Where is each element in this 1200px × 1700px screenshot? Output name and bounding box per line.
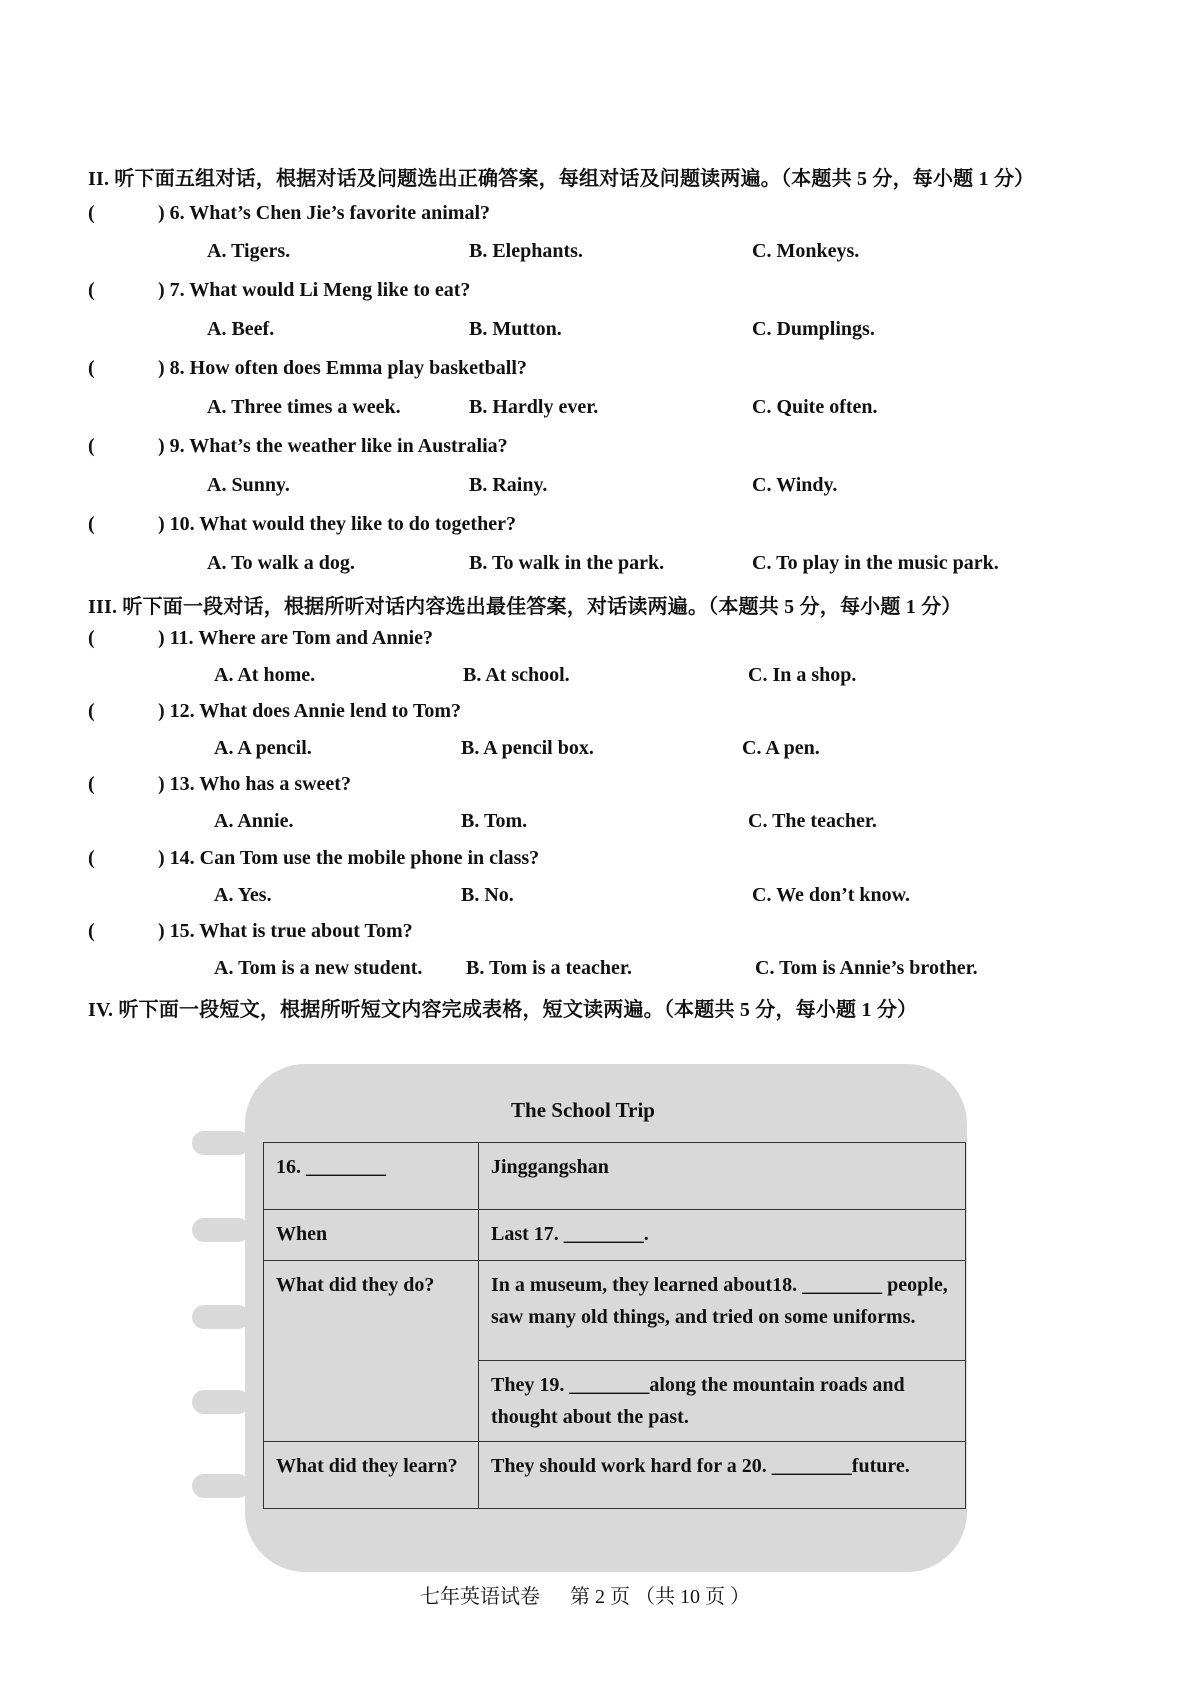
- table-cell: What did they learn?: [264, 1442, 479, 1509]
- question-text: ) 8. How often does Emma play basketball?: [158, 357, 527, 379]
- question-8: [88, 357, 527, 380]
- question-14: [88, 847, 539, 870]
- option-b: B. Elephants.: [469, 240, 583, 262]
- answer-paren[interactable]: (: [88, 773, 95, 795]
- option-a: A. To walk a dog.: [207, 552, 355, 574]
- question-13: [88, 773, 351, 796]
- question-12: [88, 700, 461, 723]
- option-c: C. Tom is Annie’s brother.: [755, 957, 978, 979]
- question-11: [88, 627, 433, 650]
- question-text: ) 6. What’s Chen Jie’s favorite animal?: [158, 202, 491, 224]
- notebook-tab: [192, 1305, 250, 1329]
- option-c: C. A pen.: [742, 737, 820, 759]
- table-cell: Jinggangshan: [479, 1143, 966, 1210]
- option-a: A. A pencil.: [214, 737, 312, 759]
- table-cell: What did they do?: [264, 1261, 479, 1442]
- question-text: ) 14. Can Tom use the mobile phone in class?: [158, 847, 540, 869]
- section-4-heading: IV. 听下面一段短文，根据所听短文内容完成表格，短文读两遍。（本题共 5 分，每小题 1 分）: [88, 999, 918, 1021]
- option-b: B. At school.: [463, 664, 570, 686]
- option-c: C. In a shop.: [748, 664, 857, 686]
- blank-18-cell[interactable]: In a museum, they learned about18. ________ people, saw many old things, and tried on some uniforms.: [479, 1261, 966, 1361]
- blank-19-cell[interactable]: They 19. ________along the mountain roads and thought about the past.: [479, 1361, 966, 1442]
- option-c: C. To play in the music park.: [752, 552, 999, 574]
- question-9: [88, 435, 508, 458]
- table-cell: When: [264, 1210, 479, 1261]
- option-b: B. To walk in the park.: [469, 552, 665, 574]
- notebook-tab: [192, 1131, 250, 1155]
- table-row: [264, 1442, 966, 1509]
- option-c: C. Windy.: [752, 474, 838, 496]
- option-b: B. A pencil box.: [461, 737, 594, 759]
- option-b: B. Hardly ever.: [469, 396, 599, 418]
- answer-paren[interactable]: (: [88, 847, 95, 869]
- answer-paren[interactable]: (: [88, 920, 95, 942]
- option-c: C. Dumplings.: [752, 318, 875, 340]
- question-text: ) 13. Who has a sweet?: [158, 773, 351, 795]
- option-c: C. The teacher.: [748, 810, 877, 832]
- option-b: B. No.: [461, 884, 514, 906]
- answer-paren[interactable]: (: [88, 513, 95, 535]
- question-6: [88, 202, 490, 225]
- section-3-heading: III. 听下面一段对话，根据所听对话内容选出最佳答案，对话读两遍。（本题共 5 分，每小题 1 分）: [88, 596, 962, 618]
- question-10: [88, 513, 516, 536]
- option-b: B. Mutton.: [469, 318, 562, 340]
- option-c: C. We don’t know.: [752, 884, 911, 906]
- option-c: C. Monkeys.: [752, 240, 860, 262]
- blank-20-cell[interactable]: They should work hard for a 20. ________future.: [479, 1442, 966, 1509]
- option-c: C. Quite often.: [752, 396, 878, 418]
- question-text: ) 10. What would they like to do together?: [158, 513, 516, 535]
- question-7: [88, 279, 470, 302]
- option-a: A. Tigers.: [207, 240, 291, 262]
- answer-paren[interactable]: (: [88, 700, 95, 722]
- question-text: ) 7. What would Li Meng like to eat?: [158, 279, 471, 301]
- table-row: [264, 1261, 966, 1361]
- option-a: A. Annie.: [214, 810, 294, 832]
- option-a: A. Tom is a new student.: [214, 957, 423, 979]
- answer-paren[interactable]: (: [88, 627, 95, 649]
- table-row: [264, 1143, 966, 1210]
- option-b: B. Tom is a teacher.: [466, 957, 632, 979]
- answer-paren[interactable]: (: [88, 202, 95, 224]
- option-b: B. Rainy.: [469, 474, 548, 496]
- question-15: [88, 920, 413, 943]
- page-footer: 七年英语试卷 第 2 页 （共 10 页 ）: [420, 1586, 750, 1608]
- option-b: B. Tom.: [461, 810, 528, 832]
- question-text: ) 12. What does Annie lend to Tom?: [158, 700, 462, 722]
- option-a: A. Beef.: [207, 318, 275, 340]
- answer-paren[interactable]: (: [88, 279, 95, 301]
- option-a: A. Three times a week.: [207, 396, 401, 418]
- school-trip-table: [263, 1142, 966, 1509]
- question-text: ) 11. Where are Tom and Annie?: [158, 627, 434, 649]
- option-a: A. Sunny.: [207, 474, 290, 496]
- option-a: A. Yes.: [214, 884, 272, 906]
- blank-17-cell[interactable]: Last 17. ________.: [479, 1210, 966, 1261]
- table-row: [264, 1210, 966, 1261]
- question-text: ) 9. What’s the weather like in Australia?: [158, 435, 508, 457]
- answer-paren[interactable]: (: [88, 435, 95, 457]
- option-a: A. At home.: [214, 664, 316, 686]
- answer-paren[interactable]: (: [88, 357, 95, 379]
- section-2-heading: II. 听下面五组对话，根据对话及问题选出正确答案，每组对话及问题读两遍。（本题共 5 分，每小题 1 分）: [88, 168, 1035, 190]
- notebook-tab: [192, 1390, 250, 1414]
- table-title: The School Trip: [511, 1098, 655, 1122]
- notebook-tab: [192, 1218, 250, 1242]
- notebook-tab: [192, 1474, 250, 1498]
- blank-16-cell[interactable]: 16. ________: [264, 1143, 479, 1210]
- question-text: ) 15. What is true about Tom?: [158, 920, 413, 942]
